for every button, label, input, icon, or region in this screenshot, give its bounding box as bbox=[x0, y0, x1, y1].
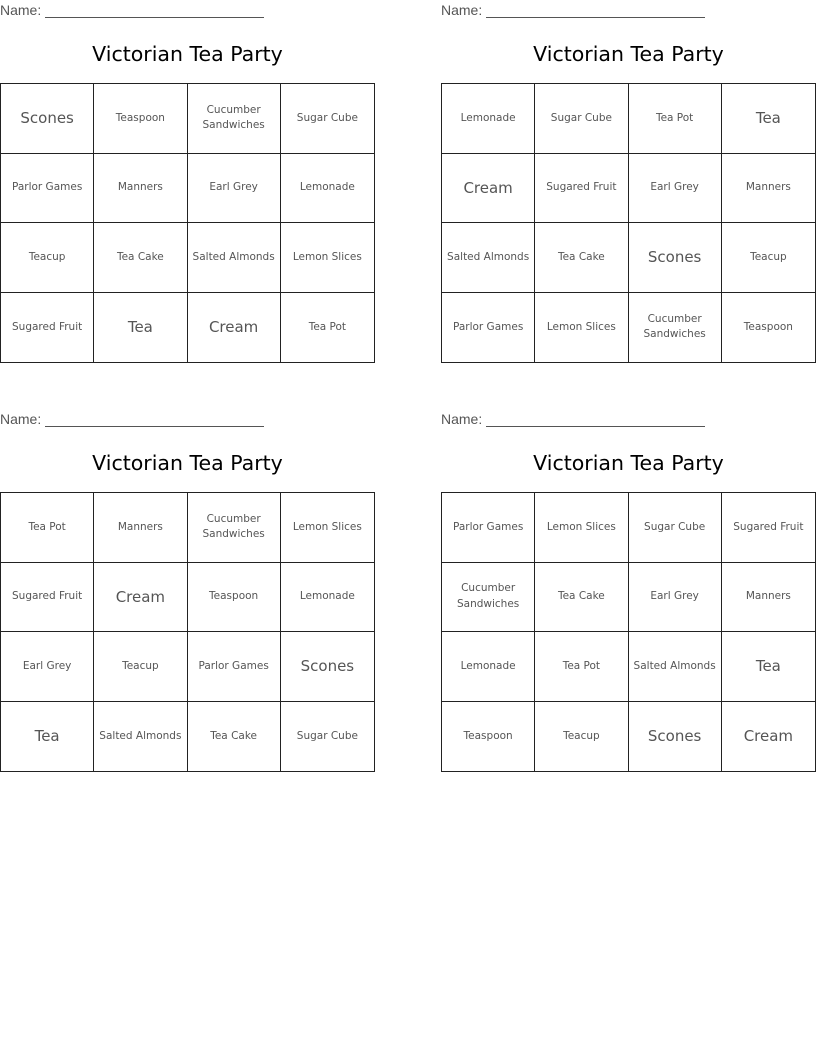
bingo-cell: Earl Grey bbox=[629, 563, 722, 633]
bingo-cell: Manners bbox=[94, 154, 187, 224]
bingo-cell: Tea Pot bbox=[308, 320, 347, 333]
bingo-cell: Teacup bbox=[1, 223, 94, 293]
bingo-cell: Scones bbox=[629, 223, 722, 293]
bingo-cell: Cucumber Sandwiches bbox=[442, 563, 535, 633]
name-blank-line bbox=[45, 426, 264, 427]
bingo-grid bbox=[441, 83, 816, 363]
bingo-cell: Lemonade bbox=[442, 632, 535, 702]
name-blank-line bbox=[45, 17, 264, 18]
bingo-cell: Cream bbox=[442, 154, 535, 224]
bingo-cell: Earl Grey bbox=[1, 632, 94, 702]
bingo-cell: Parlor Games bbox=[442, 493, 535, 563]
bingo-cell: Scones bbox=[1, 84, 94, 154]
bingo-cell: Manners bbox=[94, 493, 187, 563]
bingo-cell: Tea Pot bbox=[1, 493, 94, 563]
bingo-cell: Sugar Cube bbox=[535, 84, 628, 154]
bingo-cell: Salted Almonds bbox=[629, 632, 722, 702]
bingo-cell: Sugared Fruit bbox=[535, 154, 628, 224]
bingo-cell: Tea Cake bbox=[535, 223, 628, 293]
bingo-cell: Tea Pot bbox=[535, 632, 628, 702]
bingo-cell: Cucumber Sandwiches bbox=[188, 493, 281, 563]
bingo-cell: Lemon Slices bbox=[281, 223, 374, 293]
bingo-cell: Sugar Cube bbox=[281, 84, 374, 154]
name-label: Name: bbox=[0, 2, 42, 18]
bingo-cell: Manners bbox=[722, 154, 815, 224]
bingo-cell: Sugared Fruit bbox=[1, 293, 94, 363]
name-field bbox=[441, 411, 705, 429]
bingo-cell: Tea Cake bbox=[94, 223, 187, 293]
bingo-cell: Parlor Games bbox=[1, 154, 94, 224]
bingo-cell: Cucumber Sandwiches bbox=[188, 84, 281, 154]
bingo-cell: Manners bbox=[722, 563, 815, 633]
card-title: Victorian Tea Party bbox=[533, 42, 724, 66]
bingo-cell: Scones bbox=[629, 702, 722, 772]
bingo-cell: Earl Grey bbox=[188, 154, 281, 224]
bingo-cell: Parlor Games bbox=[442, 293, 535, 363]
bingo-cell: Lemon Slices bbox=[535, 293, 628, 363]
bingo-cell: Parlor Games bbox=[188, 632, 281, 702]
bingo-cell: Lemonade bbox=[442, 84, 535, 154]
bingo-cell: Teaspoon bbox=[188, 563, 281, 633]
bingo-cell: Sugared Fruit bbox=[722, 493, 815, 563]
bingo-cell: Tea Cake bbox=[188, 702, 281, 772]
bingo-cell: Tea bbox=[94, 293, 187, 363]
bingo-cell: Sugar Cube bbox=[629, 493, 722, 563]
name-label: Name: bbox=[441, 411, 483, 427]
card-title: Victorian Tea Party bbox=[533, 451, 724, 475]
bingo-cell: Salted Almonds bbox=[188, 223, 281, 293]
name-field bbox=[0, 2, 264, 20]
bingo-cell: Teaspoon bbox=[743, 320, 793, 333]
bingo-cell: Earl Grey bbox=[629, 154, 722, 224]
bingo-cell: Tea bbox=[722, 84, 815, 154]
bingo-cell: Lemonade bbox=[281, 154, 374, 224]
bingo-cell: Salted Almonds bbox=[442, 223, 535, 293]
bingo-cell: Tea bbox=[722, 632, 815, 702]
bingo-grid bbox=[441, 492, 816, 772]
bingo-cell: Tea bbox=[1, 702, 94, 772]
bingo-cell: Tea Cake bbox=[535, 563, 628, 633]
bingo-cell: Sugared Fruit bbox=[1, 563, 94, 633]
card-title: Victorian Tea Party bbox=[92, 42, 283, 66]
name-field bbox=[441, 2, 705, 20]
bingo-cell: Lemon Slices bbox=[281, 493, 374, 563]
bingo-cell: Cream bbox=[94, 563, 187, 633]
name-blank-line bbox=[486, 426, 705, 427]
bingo-cell: Teacup bbox=[94, 632, 187, 702]
card-title: Victorian Tea Party bbox=[92, 451, 283, 475]
bingo-cell: Lemonade bbox=[281, 563, 374, 633]
name-field bbox=[0, 411, 264, 429]
bingo-cell: Cream bbox=[743, 727, 794, 746]
bingo-cell: Teacup bbox=[722, 223, 815, 293]
bingo-cell: Sugar Cube bbox=[296, 729, 358, 742]
bingo-cell: Cucumber Sandwiches bbox=[629, 293, 722, 363]
bingo-cell: Tea Pot bbox=[629, 84, 722, 154]
bingo-cell: Teaspoon bbox=[94, 84, 187, 154]
bingo-cell: Teaspoon bbox=[442, 702, 535, 772]
bingo-cell: Salted Almonds bbox=[94, 702, 187, 772]
bingo-cell: Lemon Slices bbox=[535, 493, 628, 563]
name-blank-line bbox=[486, 17, 705, 18]
bingo-grid bbox=[0, 83, 375, 363]
bingo-cell: Cream bbox=[188, 293, 281, 363]
bingo-cell: Teacup bbox=[535, 702, 628, 772]
bingo-cell: Scones bbox=[281, 632, 374, 702]
bingo-grid bbox=[0, 492, 375, 772]
name-label: Name: bbox=[441, 2, 483, 18]
name-label: Name: bbox=[0, 411, 42, 427]
